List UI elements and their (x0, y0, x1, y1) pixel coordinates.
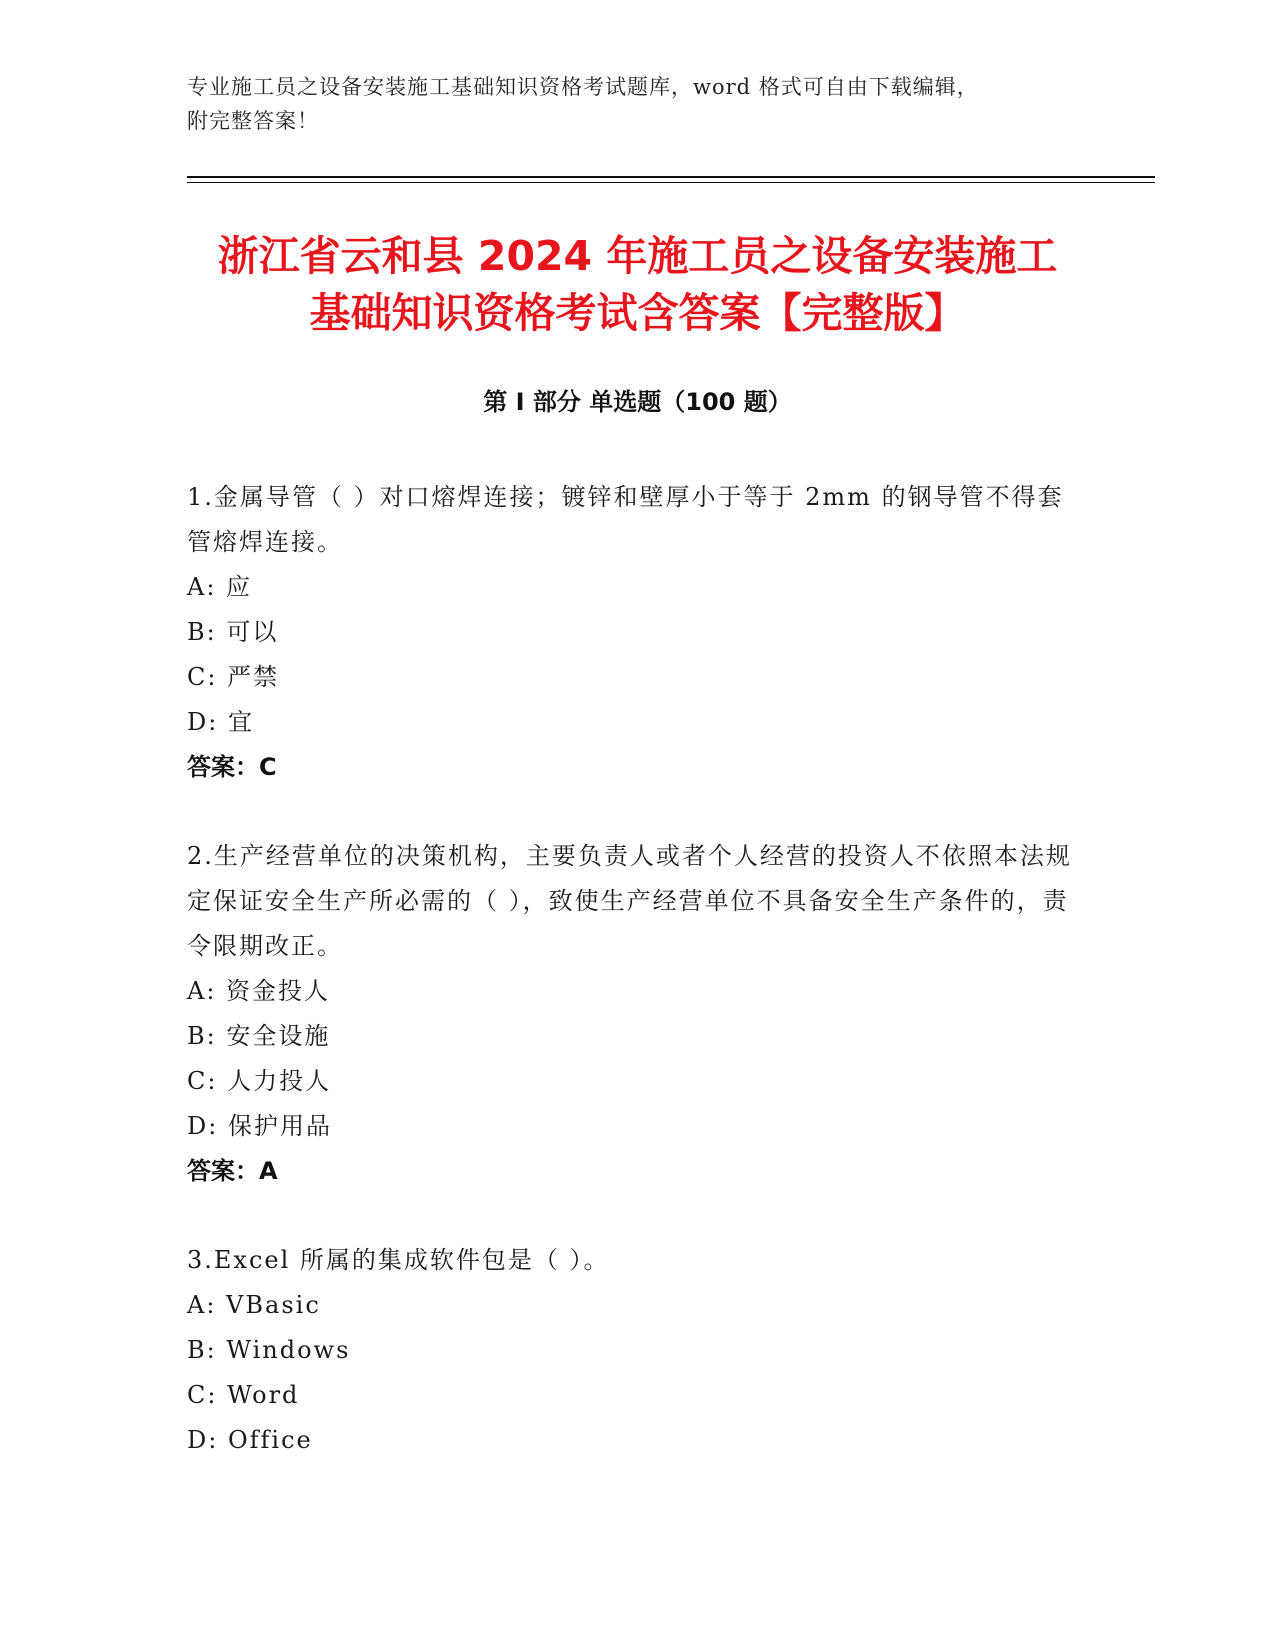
question-2 (187, 834, 1087, 1194)
option-c: C: 严禁 (187, 663, 280, 691)
option-a: A: VBasic (187, 1291, 321, 1319)
option-c: C: Word (187, 1381, 300, 1409)
option-c: C: 人力投人 (187, 1067, 332, 1095)
section-title: 第 I 部分 单选题（100 题） (483, 388, 792, 416)
document-title-line-2: 基础知识资格考试含答案【完整版】 (309, 289, 966, 337)
option-a: A: 资金投人 (187, 977, 331, 1005)
option-d: D: 宜 (187, 708, 254, 736)
header-rule-thin (187, 182, 1155, 183)
option-b: B: 安全设施 (187, 1022, 331, 1050)
answer-label: 答案：A (187, 1157, 278, 1185)
header-note-line-2: 附完整答案！ (187, 109, 319, 133)
option-a: A: 应 (187, 573, 253, 601)
option-d: D: 保护用品 (187, 1112, 332, 1140)
question-stem: 1.金属导管（ ）对口熔焊连接；镀锌和壁厚小于等于 2mm 的钢导管不得套管熔焊连接。 (187, 483, 1064, 556)
header-note (187, 70, 1087, 138)
document-title (170, 228, 1105, 342)
question-stem: 3.Excel 所属的集成软件包是（ ）。 (187, 1246, 610, 1274)
option-d: D: Office (187, 1426, 313, 1454)
option-b: B: Windows (187, 1336, 351, 1364)
option-b: B: 可以 (187, 618, 279, 646)
question-3 (187, 1238, 1087, 1463)
question-stem: 2.生产经营单位的决策机构，主要负责人或者个人经营的投资人不依照本法规定保证安全生产所必需的（ ），致使生产经营单位不具备安全生产条件的，责令限期改正。 (187, 842, 1072, 960)
question-1 (187, 475, 1087, 790)
header-rule-thick (187, 176, 1155, 178)
document-title-line-1: 浙江省云和县 2024 年施工员之设备安装施工 (217, 232, 1058, 280)
answer-label: 答案：C (187, 753, 277, 781)
question-list (187, 475, 1087, 1507)
header-note-line-1: 专业施工员之设备安装施工基础知识资格考试题库，word 格式可自由下载编辑， (187, 75, 979, 99)
